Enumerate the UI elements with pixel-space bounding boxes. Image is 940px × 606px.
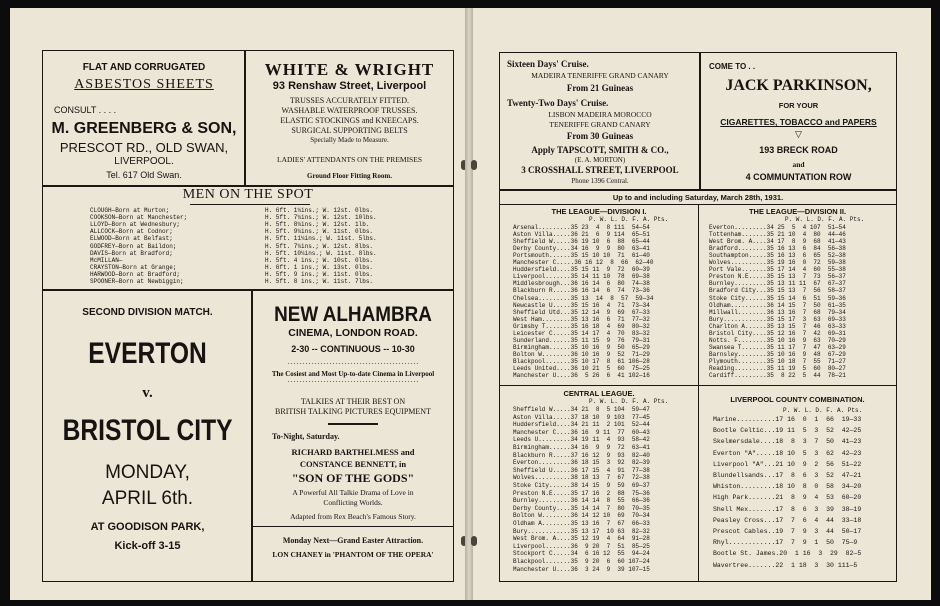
table-row: High Park.......21 8 9 4 53 60—20 (713, 494, 862, 502)
stars-rule: ******************************************** (286, 363, 420, 368)
match-heading: SECOND DIVISION MATCH. (82, 307, 213, 318)
player-stats: H. 5ft. 9¼ins.; W. 11st. 0lbs. (265, 228, 374, 236)
white-wright-line: TRUSSES ACCURATELY FITTED. (289, 96, 410, 105)
table-row: Birmingham......35 10 16 9 50 65—29 (513, 343, 650, 351)
match-day: MONDAY, (105, 462, 190, 483)
table-row: Newcastle U.....35 15 16 4 71 73—34 (513, 301, 650, 309)
table-row: Bury............35 13 17 10 63 82—32 (513, 527, 650, 535)
white-wright-address: 93 Renshaw Street, Liverpool (272, 80, 427, 92)
player-stats: H. 5ft. 8¼ins.; W. 12st. 1lb. (265, 221, 370, 229)
cruise-line: MADEIRA TENERIFFE GRAND CANARY (531, 71, 669, 80)
player-stats: H. 5ft. 7¼ins.; W. 12st. 10lbs. (265, 214, 377, 222)
match-venue: AT GOODISON PARK, (90, 521, 205, 533)
alhambra-rule (253, 526, 453, 527)
table-row: Bradford........35 16 13 6 84 56—38 (709, 245, 846, 253)
asbestos-tel: Tel. 617 Old Swan. (106, 170, 182, 180)
alhambra-adapted: Adapted from Rex Beach's Famous Story. (290, 512, 416, 521)
asbestos-consult: CONSULT . . . . (54, 105, 117, 115)
table-row: Wavertree.......22 1 18 3 30 111—5 (713, 561, 858, 569)
ornament-rule (328, 423, 378, 425)
table-row: Peasley Cross...17 7 6 4 44 33—18 (713, 516, 862, 524)
player-stats: H. 5ft. 9 ins.; W. 11st. 0lbs. (265, 270, 374, 278)
table-row: Port Vale.......35 17 14 4 60 55—38 (709, 266, 846, 274)
table-row: Preston N.E.....35 15 13 7 73 56—37 (709, 273, 846, 281)
table-row: Oldham..........36 14 15 7 50 61—35 (709, 301, 846, 309)
asbestos-company: M. GREENBERG & SON, (51, 120, 237, 137)
left-page (10, 8, 465, 600)
asbestos-city: LIVERPOOL. (114, 156, 174, 167)
white-wright-line: SURGICAL SUPPORTING BELTS (291, 126, 408, 135)
white-wright-line: WASHABLE WATERPROOF TRUSSES. (281, 106, 418, 115)
table-row: Leeds United....36 10 21 5 60 75—25 (513, 365, 650, 372)
match-date: APRIL 6th. (101, 488, 194, 509)
table-row: Stoke City......38 14 15 9 59 69—37 (513, 482, 650, 489)
table-header: P. W. L. D. F. A. Pts. (785, 216, 865, 223)
men-on-spot-rule (190, 204, 310, 205)
table-row: Sheffield W.....36 19 10 6 88 65—44 (513, 238, 650, 246)
page-fold (465, 8, 473, 600)
table-row: Liverpool.......36 9 20 7 51 85—25 (513, 542, 650, 550)
cruise-line: Twenty-Two Days' Cruise. (507, 98, 609, 108)
table-row: Arsenal.........35 23 4 8 111 54—54 (513, 224, 650, 231)
table-title: LIVERPOOL COUNTY COMBINATION. (730, 395, 865, 404)
table-row: Swansea T.......35 11 17 7 47 63—29 (709, 343, 846, 351)
table-row: Everton.........34 25 5 4 107 51—54 (709, 224, 846, 231)
tables-divider (698, 204, 699, 582)
table-row: Sheffield U.....36 17 15 4 91 77—38 (513, 466, 650, 474)
away-team: BRISTOL CITY (62, 414, 233, 447)
alhambra-star-1: RICHARD BARTHELMESS and (291, 447, 415, 457)
asbestos-address: PRESCOT RD., OLD SWAN, (59, 140, 229, 155)
table-header: P. W. L. D. F. A. Pts. (589, 398, 669, 405)
alhambra-star-2: CONSTANCE BENNETT, in (299, 459, 407, 469)
table-row: Blackpool.......35 10 17 8 61 106—28 (513, 357, 650, 365)
player-stats: H. 5ft. 11¼ins.; W. 11st. 5lbs. (265, 235, 377, 243)
table-row: Preston N.E.....35 17 16 2 88 75—36 (513, 489, 650, 497)
player-name: COOKSON—Born at Manchester; (90, 214, 188, 222)
player-stats: H. 6ft. 1¼ins.; W. 12st. 0lbs. (265, 207, 374, 214)
table-row: Grimsby T.......35 16 18 4 69 80—32 (513, 322, 650, 330)
table-row: West Brom. A....34 17 8 9 68 41—43 (709, 238, 846, 246)
table-row: Burnley.........35 13 11 11 67 67—37 (709, 280, 846, 288)
table-row: Cardiff.........35 8 22 5 44 78—21 (709, 372, 846, 380)
section-divider (499, 189, 897, 191)
table-row: Wolves..........35 19 16 0 72 59—38 (709, 259, 846, 267)
table-row: Bolton W........36 10 16 9 52 71—29 (513, 350, 650, 358)
player-name: ELWOOD—Born at Belfast; (90, 235, 173, 243)
player-name: CLOUGH—Born at Murton; (90, 207, 170, 214)
tables-rule (499, 385, 897, 386)
table-row: Bootle St. James.20 1 16 3 29 82—5 (713, 550, 862, 558)
white-wright-floor: Ground Floor Fitting Room. (307, 172, 392, 180)
table-row: Bury............35 15 17 3 63 69—33 (709, 315, 846, 323)
table-row: Liverpool "A"...21 10 9 2 56 51—22 (713, 460, 862, 468)
player-name: LLOYD—Born at Wednesbury; (90, 221, 181, 229)
home-team: EVERTON (88, 337, 207, 370)
table-row: Plymouth........35 10 18 7 55 71—27 (709, 357, 846, 365)
alhambra-times: 2-30 -- CONTINUOUS -- 10-30 (291, 344, 415, 354)
table-row: Leeds U.........34 19 11 4 93 58—42 (513, 436, 650, 444)
table-row: Sheffield Utd...35 12 14 9 69 67—33 (513, 308, 650, 316)
table-row: Blundellsands...17 8 6 3 52 47—21 (713, 472, 862, 479)
player-stats: H. 5ft. 7¼ins.; W. 12st. 8lbs. (265, 242, 374, 250)
player-name: GODFREY—Born at Baildon; (90, 242, 177, 250)
table-row: Notts. F........35 10 16 9 63 70—29 (709, 336, 846, 344)
table-row: Burnley.........36 14 14 8 55 66—36 (513, 497, 650, 505)
match-kickoff: Kick-off 3-15 (114, 540, 181, 552)
stars-rule: ******************************************** (286, 381, 420, 386)
table-row: Leicester C.....35 14 17 4 70 83—32 (513, 329, 650, 337)
white-wright-ladies: LADIES' ATTENDANTS ON THE PREMISES (277, 155, 422, 164)
white-wright-name: WHITE & WRIGHT (264, 60, 435, 79)
table-row: Bolton W........36 14 12 10 69 70—34 (513, 512, 650, 520)
cruise-line: 3 CROSSHALL STREET, LIVERPOOL (521, 165, 679, 175)
table-row: Skelmersdale....18 8 3 7 50 41—23 (713, 438, 862, 446)
asbestos-line1: FLAT AND CORRUGATED (82, 62, 206, 73)
asbestos-line2: ASBESTOS SHEETS (74, 77, 214, 92)
parkinson-and: and (792, 160, 805, 169)
table-title: THE LEAGUE—DIVISION I. (551, 207, 647, 216)
player-stats: H. 6ft. 1 ins.; W. 13st. 0lbs. (265, 263, 374, 271)
table-row: Stockport C.....34 6 16 12 55 94—24 (513, 550, 650, 558)
right-page (473, 8, 931, 600)
parkinson-address-2: 4 COMMUNTATION ROW (745, 172, 852, 182)
alhambra-next-film: LON CHANEY in 'PHANTOM OF THE OPERA' (272, 550, 434, 559)
table-row: Blackpool.......35 9 20 6 60 107—24 (513, 558, 650, 565)
table-row: Whiston.........18 10 8 0 58 34—20 (713, 483, 862, 491)
triangle-icon: ▽ (795, 129, 802, 139)
table-row: Aston Villa.....36 21 6 9 114 65—51 (513, 231, 650, 239)
table-row: Bootle Celtic...19 11 5 3 52 42—25 (713, 427, 862, 435)
player-name: HARWOOD—Born at Bradford; (90, 270, 181, 278)
parkinson-address: 193 BRECK ROAD (759, 145, 838, 155)
alhambra-next: Monday Next—Grand Easter Attraction. (282, 536, 424, 545)
table-title: CENTRAL LEAGUE. (563, 389, 635, 398)
table-row: Aston Villa.....37 18 10 9 103 77—45 (513, 413, 650, 421)
table-row: Blackburn R.....37 16 12 9 93 82—40 (513, 451, 650, 459)
table-title: THE LEAGUE—DIVISION II. (748, 207, 847, 216)
alhambra-talkies-1: TALKIES AT THEIR BEST ON (300, 397, 406, 406)
white-wright-line: ELASTIC STOCKINGS and KNEECAPS. (280, 116, 419, 125)
table-row: Manchester C.....36 16 12 8 66 62—40 (513, 259, 654, 267)
table-row: Shell Mex.......17 8 6 3 39 38—19 (713, 505, 862, 513)
alhambra-sub: CINEMA, LONDON ROAD. (288, 327, 418, 339)
table-row: Sheffield W.....34 21 8 5 104 59—47 (513, 406, 650, 413)
player-name: SPOONER—Born at Newbiggin; (90, 278, 184, 285)
table-row: Everton.........36 18 15 3 92 82—39 (513, 459, 650, 467)
cruise-line: Sixteen Days' Cruise. (507, 59, 589, 69)
staple-hole (471, 536, 477, 546)
table-row: Everton "A".....18 10 5 3 62 42—23 (713, 449, 862, 457)
parkinson-name: JACK PARKINSON, (725, 77, 872, 94)
section-divider (42, 289, 454, 291)
alhambra-desc-2: Conflicting Worlds. (323, 498, 383, 507)
table-row: Prescot Cables..19 7 9 3 44 50—17 (713, 528, 862, 535)
alhambra-film: "SON OF THE GODS" (291, 471, 415, 485)
table-row: Marine..........17 16 0 1 66 19—33 (713, 416, 862, 423)
table-row: Portsmouth......35 15 10 10 71 61—40 (513, 252, 650, 260)
table-row: Sunderland......35 11 15 9 76 79—31 (513, 336, 650, 344)
cruise-line: Apply TAPSCOTT, SMITH & CO., (531, 145, 669, 155)
table-row: Millwall........36 13 16 7 68 79—34 (709, 308, 846, 316)
table-row: Huddersfield....34 21 11 2 101 52—44 (513, 421, 650, 429)
player-stats: H. 5ft. 10¼ins.; W. 11st. 8lbs. (265, 249, 377, 257)
parkinson-goods: CIGARETTES, TOBACCO and PAPERS (720, 117, 877, 127)
player-stats: H. 5ft. 8 ins.; W. 11st. 7lbs. (265, 278, 374, 285)
player-stats: H. 5ft. 4 ins.; W. 10st. 0lbs. (265, 256, 374, 264)
table-row: Middlesbrough...36 16 14 6 80 74—38 (513, 280, 650, 288)
table-row: Liverpool.......35 14 11 10 78 69—38 (513, 273, 650, 281)
table-row: Bristol City....35 12 16 7 42 69—31 (709, 329, 846, 337)
table-row: Blackburn R.....36 16 14 6 74 73—36 (513, 287, 650, 295)
cruise-line: Phone 1396 Central. (571, 177, 629, 185)
table-row: Charlton A......35 13 15 7 46 63—33 (709, 322, 846, 330)
table-header: P. W. L. D. F. A. Pts. (589, 216, 669, 223)
alhambra-desc-1: A Powerful All Talkie Drama of Love in (292, 488, 414, 497)
staple-hole (471, 160, 477, 170)
table-row: West Ham........35 13 16 6 71 77—32 (513, 315, 650, 323)
table-row: Huddersfield....35 15 11 9 72 60—39 (513, 266, 650, 274)
table-row: Stoke City......35 15 14 6 51 59—36 (709, 294, 846, 302)
player-name: McMILLAN— (90, 256, 123, 264)
cruise-line: (E. A. MORTON) (574, 156, 626, 164)
table-header: P. W. L. D. F. A. Pts. (783, 407, 863, 414)
table-row: West Brom. A....35 12 19 4 64 91—28 (513, 535, 650, 543)
player-name: CRAYSTON—Born at Grange; (90, 263, 177, 271)
cruise-line: LISBON MADEIRA MOROCCO (548, 110, 652, 119)
table-row: Derby County....34 16 9 9 80 63—41 (513, 245, 650, 253)
table-row: Derby County....35 14 14 7 80 70—35 (513, 504, 650, 512)
table-row: Southampton.....35 16 13 6 65 52—38 (709, 252, 846, 260)
table-row: Barnsley........35 10 16 9 48 67—29 (709, 350, 846, 358)
table-row: Bradford City...35 15 13 7 56 58—37 (709, 287, 846, 295)
men-on-spot-title: MEN ON THE SPOT (182, 187, 314, 202)
tables-heading: Up to and including Saturday, March 28th, 1931. (612, 193, 784, 202)
cruise-line: TENERIFFE GRAND CANARY (549, 120, 651, 129)
match-vs: v. (142, 385, 153, 401)
alhambra-name: NEW ALHAMBRA (274, 303, 432, 326)
table-row: Manchester U....36 3 24 9 39 107—15 (513, 565, 650, 573)
table-row: Oldham A........35 13 16 7 67 66—33 (513, 520, 650, 527)
table-row: Chelsea.........35 13 14 8 57 59—34 (513, 294, 654, 302)
alhambra-tonight: To-Night, Saturday. (272, 432, 340, 441)
white-wright-line: Specially Made to Measure. (310, 136, 389, 144)
table-row: Rhyl............17 7 9 1 50 75—9 (713, 539, 858, 547)
parkinson-come: COME TO . . (709, 62, 756, 71)
table-row: Birmingham......34 16 9 9 72 63—41 (513, 444, 650, 451)
player-name: ALLCOCK—Born at Codnor; (90, 228, 173, 236)
cruise-line: From 30 Guineas (566, 131, 634, 141)
parkinson-for: FOR YOUR (778, 101, 819, 110)
cruise-line: From 21 Guineas (566, 83, 634, 93)
player-name: DAVIS—Born at Bradford; (90, 249, 173, 257)
player-list (90, 208, 430, 286)
table-row: Tottenham.......35 21 10 4 80 44—46 (709, 231, 846, 239)
alhambra-tagline: The Cosiest and Most Up-to-date Cinema in Liverpool (271, 370, 435, 378)
table-row: Reading.........35 11 19 5 60 80—27 (709, 365, 846, 372)
alhambra-talkies-2: BRITISH TALKING PICTURES EQUIPMENT (275, 407, 431, 416)
table-row: Manchester U....36 5 26 6 41 102—16 (513, 372, 650, 380)
table-row: Manchester C....36 16 9 11 77 60—43 (513, 428, 650, 436)
table-row: Wolves..........38 18 13 7 67 72—38 (513, 474, 650, 482)
